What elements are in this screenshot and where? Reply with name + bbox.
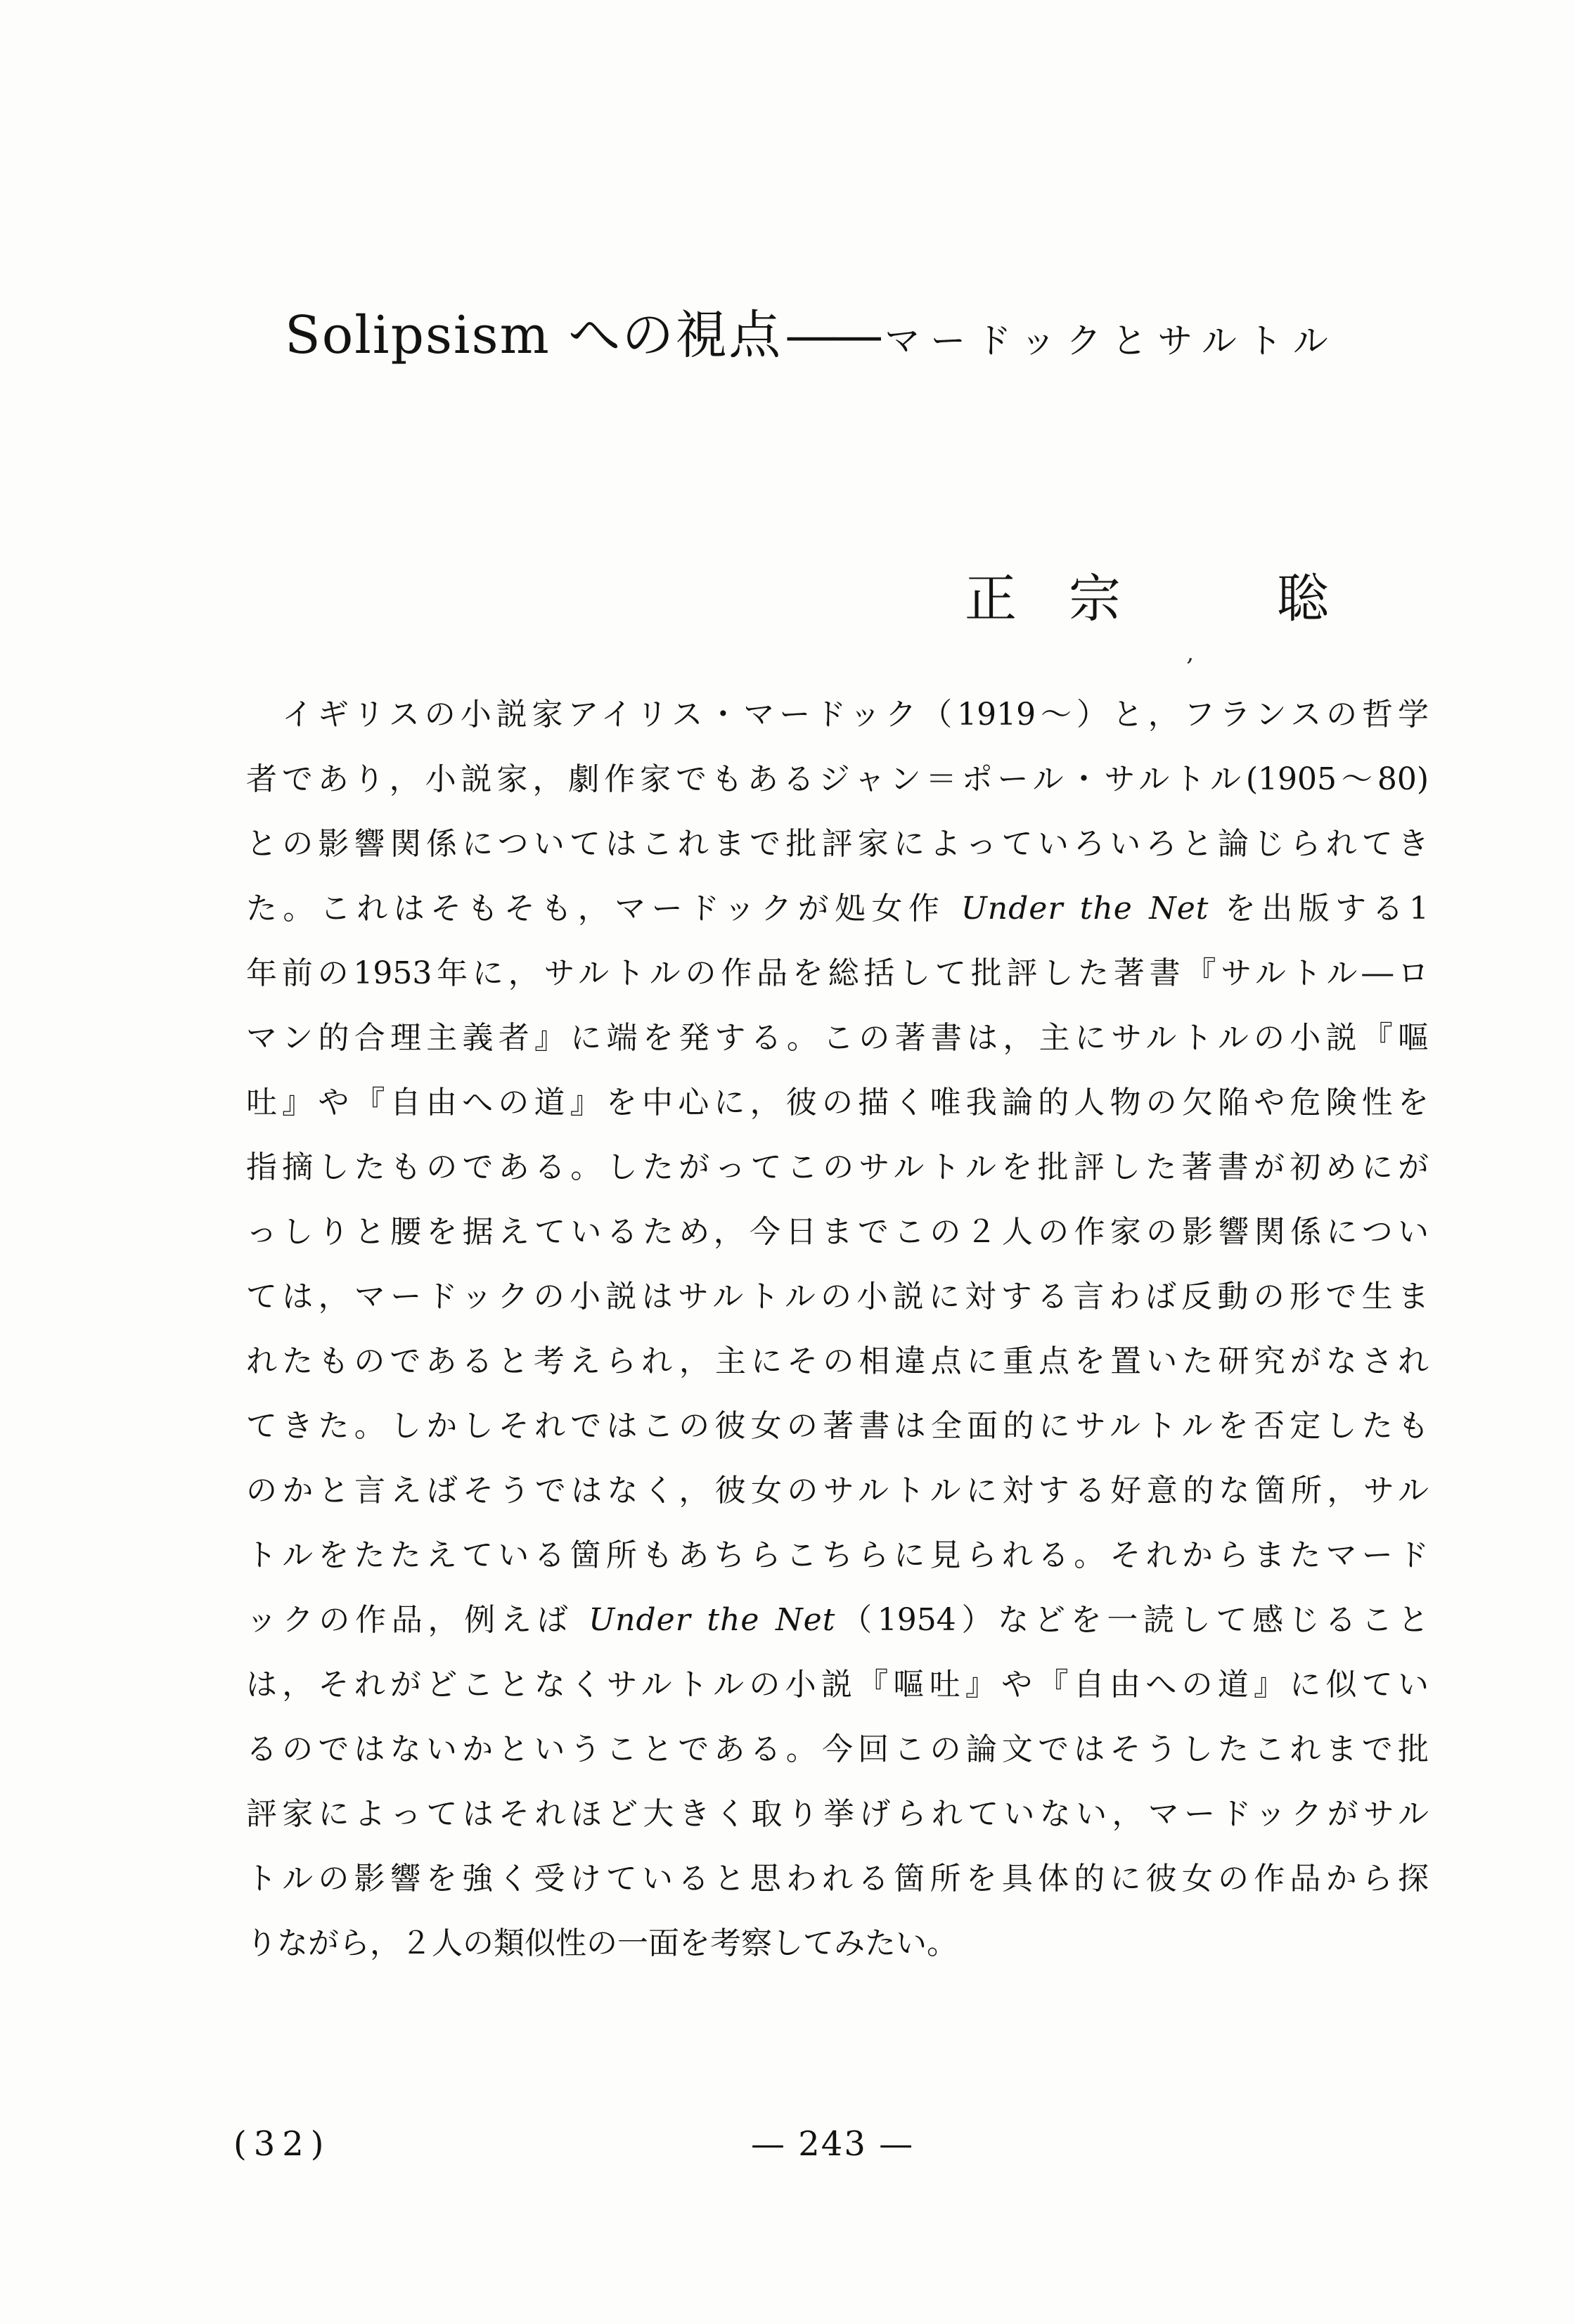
body-line: るのではないかということである。今回この論文ではそうしたこれまで批 [246,1731,1429,1767]
body-line: 吐』や『自由への道』を中心に，彼の描く唯我論的人物の欠陥や危険性を [246,1085,1429,1121]
body-line: りながら，２人の類似性の一面を考察してみたい。 [246,1925,958,1961]
body-line: ックの作品，例えば Under the Net（1954）などを一読して感じること [246,1602,1429,1638]
body-line: マン的合理主義者』に端を発する。この著書は，主にサルトルの小説『嘔 [246,1020,1429,1056]
body-line: っしりと腰を据えているため，今日までこの２人の作家の影響関係につい [246,1214,1429,1250]
stray-scan-mark: ʼ [1182,653,1194,683]
body-line: てきた。しかしそれではこの彼女の著書は全面的にサルトルを否定したも [246,1408,1429,1444]
body-line: は，それがどことなくサルトルの小説『嘔吐』や『自由への道』に似てい [246,1667,1429,1703]
body-line: ては，マードックの小説はサルトルの小説に対する言わば反動の形で生ま [246,1279,1429,1315]
body-line: トルをたたえている箇所もあちらこちらに見られる。それからまたマード [246,1537,1429,1573]
body-line: 評家によってはそれほど大きく取り挙げられていない，マードックがサル [246,1796,1429,1832]
body-line: 指摘したものである。したがってこのサルトルを批評した著書が初めにが [246,1149,1429,1185]
body-line: との影響関係についてはこれまで批評家によっていろいろと論じられてき [246,826,1429,862]
article-title-main: Solipsism への視点 [285,305,783,366]
article-subtitle: マードックとサルトル [885,321,1339,361]
title-dash: —— [785,305,878,366]
body-line: のかと言えばそうではなく，彼女のサルトルに対する好意的な箇所，サル [246,1473,1429,1509]
body-line: トルの影響を強く受けていると思われる箇所を具体的に彼女の作品から探 [246,1861,1429,1897]
article-title [285,294,1339,364]
page-number: — 243 — [751,2124,915,2164]
article-body [246,683,1429,1976]
body-line: れたものであると考えられ，主にその相違点に重点を置いた研究がなされ [246,1343,1429,1379]
body-line: た。これはそもそも，マードックが処女作 Under the Net を出版する1 [246,891,1429,927]
body-line: 年前の1953年に，サルトルの作品を総括して批評した著書『サルトル―ロ [246,955,1429,991]
body-line: 者であり，小説家，劇作家でもあるジャン＝ポール・サルトル(1905～80) [246,761,1429,797]
body-line: イギリスの小説家アイリス・マードック（1919～）と，フランスの哲学 [246,697,1429,732]
sheet-number: (32) [233,2124,331,2164]
author-name: 正 宗 聡 [965,569,1329,629]
